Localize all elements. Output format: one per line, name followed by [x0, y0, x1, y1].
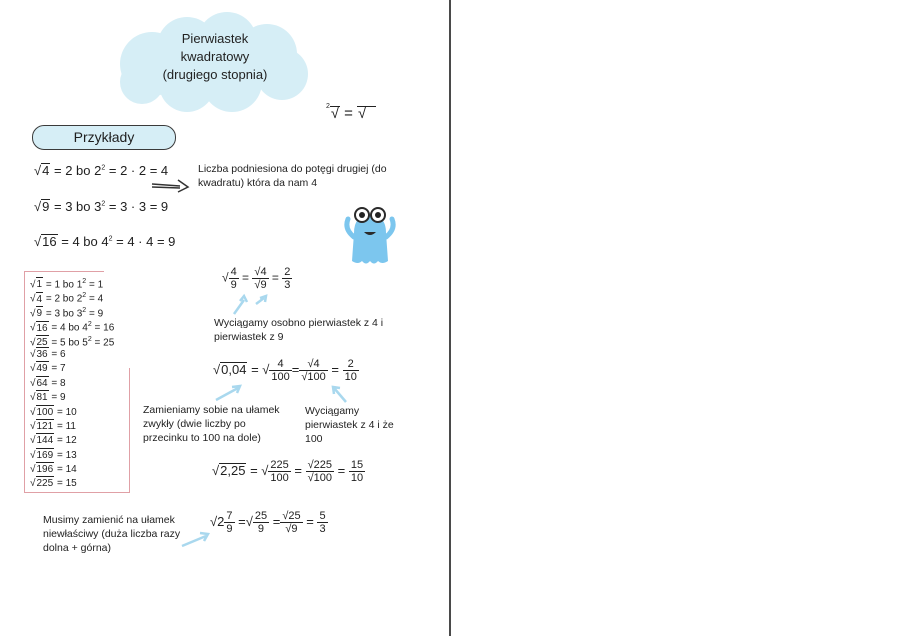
radicand: 25: [36, 336, 48, 348]
numerator: 15: [350, 459, 364, 471]
radicand: 36: [36, 348, 48, 360]
list-item: √169 = 13: [30, 449, 77, 461]
list-border-top: [24, 271, 104, 272]
fraction: $\frac{√4}{√9}$: [254, 266, 267, 291]
page-title: [112, 30, 318, 84]
fraction: $\frac{√25}{√9}$: [282, 510, 301, 535]
list-text: = 14: [56, 464, 77, 476]
exponent: 2: [101, 164, 106, 172]
decimal-root-1: √0,04 = √ $\frac{4}{100}$ = $\frac{√4}{√100}$ = $\frac{2}{10}$: [213, 358, 357, 383]
exponent: 2: [87, 321, 92, 329]
exponent: 2: [82, 278, 87, 285]
list-text: = 13: [56, 449, 77, 461]
light-arrow-icon: [214, 382, 244, 402]
denominator: 100: [270, 472, 289, 484]
denominator: 100: [307, 371, 326, 383]
fraction: $\frac{√225}{√100}$: [307, 459, 332, 484]
light-arrow-icon: [330, 384, 350, 404]
example-text: = 2 bo 2: [54, 163, 102, 178]
fraction: [253, 510, 269, 535]
list-text: = 5 bo 5: [51, 336, 88, 348]
note-mixed: Musimy zamienić na ułamek niewłaściwy (duża liczba razy dolna + górna): [43, 514, 181, 554]
list-text: = 6: [51, 348, 66, 360]
radicand: 49: [36, 363, 48, 375]
list-item: √225 = 15: [30, 478, 77, 490]
denominator: 9: [260, 279, 267, 291]
radicand: 0,04: [221, 361, 247, 377]
radicand: 196: [36, 464, 54, 476]
exponent: 2: [108, 235, 113, 243]
list-item: √1 = 1 bo $1^2 = 1$: [30, 278, 104, 291]
example-row-2: √9 = 3 bo $3^2 = 3 \cdot 3 = 9$: [34, 199, 169, 214]
radicand: 169: [36, 449, 54, 461]
fraction: [229, 266, 239, 291]
fraction: [269, 358, 291, 383]
sqrt-symbol: √: [358, 105, 375, 122]
note-decimal-left: Zamieniamy sobie na ułamek zwykły (dwie liczby po przecinku to 100 na dole): [143, 404, 280, 444]
exponent: 2: [87, 335, 92, 343]
list-text: = 9: [51, 392, 66, 404]
denominator: 10: [344, 371, 357, 383]
exponent: 2: [82, 306, 87, 314]
fraction: [349, 459, 365, 484]
list-text: = 2 bo 2: [45, 293, 83, 305]
denominator: 9: [291, 523, 298, 535]
denominator: 10: [350, 472, 364, 484]
list-tail: = 1: [86, 279, 104, 291]
numerator: 4: [230, 266, 237, 278]
radicand: 144: [36, 435, 54, 447]
denominator: 3: [284, 279, 291, 291]
numerator: 4: [260, 266, 267, 278]
fraction: [224, 510, 234, 535]
numerator: 4: [269, 358, 291, 371]
numerator: 5: [319, 510, 326, 522]
example-tail: = 4 · 4 = 9: [112, 234, 176, 249]
radicand: 16: [42, 234, 57, 249]
radicand: 16: [36, 322, 48, 334]
denominator: 9: [257, 523, 265, 535]
title-line-1: Pierwiastek: [181, 31, 249, 46]
list-text: = 8: [51, 377, 66, 389]
numerator: 4: [313, 358, 320, 370]
fraction: [317, 510, 327, 535]
radicand: 100: [36, 406, 54, 418]
root-index: 2: [326, 103, 330, 110]
radicand: 9: [36, 308, 43, 320]
denominator: 3: [319, 523, 326, 535]
list-text: = 4 bo 4: [51, 322, 88, 334]
radicand: 121: [36, 420, 54, 432]
denominator: 100: [271, 371, 290, 383]
list-text: = 1 bo 1: [45, 279, 83, 291]
list-text: = 10: [56, 406, 77, 418]
whole-part: 2: [217, 513, 225, 529]
radicand: 9: [42, 199, 50, 214]
list-text: = 3 bo 3: [45, 308, 83, 320]
list-item: √81 = 9: [30, 392, 66, 404]
title-line-3: (drugiego stopnia): [162, 67, 268, 82]
list-tail: = 4: [86, 293, 104, 305]
example-text: = 4 bo 4: [61, 234, 109, 249]
radicand: 4: [36, 293, 43, 305]
light-arrow-icon: [232, 292, 272, 316]
radicand: 225: [36, 478, 54, 490]
example-text: = 3 bo 3: [54, 199, 102, 214]
example-row-3: √16 = 4 bo $4^2 = 4 \cdot 4 = 9$: [34, 234, 176, 249]
numerator: 2: [284, 266, 291, 278]
numerator: 25: [254, 510, 268, 522]
numerator: 225: [313, 459, 332, 471]
note-fraction: Wyciągamy osobno pierwiastek z 4 i pierwiastek z 9: [214, 317, 384, 343]
sqrt-symbol: √: [330, 105, 340, 122]
list-item: √100 = 10: [30, 406, 77, 418]
radicand: 81: [36, 392, 48, 404]
exponent: 2: [101, 200, 106, 208]
equals-sign: =: [344, 105, 353, 122]
fraction-root-1: √ $\frac{4}{9}$ = $\frac{√4}{√9}$ = $\frac{2}{3}$: [222, 266, 291, 291]
denominator: 9: [230, 279, 237, 291]
dark-arrow-icon: [150, 176, 190, 194]
fraction: $\frac{√4}{√100}$: [301, 358, 326, 383]
list-text: = 7: [51, 363, 66, 375]
examples-heading: Przykłady: [32, 125, 176, 150]
note-decimal-right: Wyciągamy pierwiastek z 4 i że 100: [305, 405, 394, 445]
numerator: 7: [226, 510, 233, 522]
list-text: = 11: [56, 420, 76, 432]
radicand: 2,25: [220, 462, 246, 478]
note-power: Liczba podniesiona do potęgi drugiej (do kwadratu) która da nam 4: [198, 163, 387, 189]
list-item: √4 = 2 bo $2^2 = 4$: [30, 292, 104, 305]
mixed-number-root: √2 $\frac{7}{9}$ =√ $\frac{25}{9}$ = $\frac{√25}{√9}$ = $\frac{5}{3}$: [210, 510, 326, 535]
fraction: [343, 358, 359, 383]
list-item: √25 = 5 bo $5^2 = 25$: [30, 335, 115, 348]
list-item: √36 = 6: [30, 348, 66, 360]
list-tail: = 9: [86, 308, 104, 320]
root-equivalence: [326, 105, 376, 122]
denominator: 9: [226, 523, 233, 535]
list-item: √16 = 4 bo $4^2 = 16$: [30, 321, 115, 334]
list-border-right: [129, 368, 130, 493]
list-item: √49 = 7: [30, 363, 66, 375]
list-item: √121 = 11: [30, 420, 76, 432]
list-tail: = 16: [91, 322, 115, 334]
fraction: [268, 459, 290, 484]
decimal-root-2: √2,25 = √ $\frac{225}{100}$ = $\frac{√225}{√100}$ = $\frac{15}{10}$: [212, 459, 364, 484]
list-item: √9 = 3 bo $3^2 = 9$: [30, 306, 104, 320]
list-item: √144 = 12: [30, 435, 77, 447]
page-divider: [449, 0, 451, 636]
list-item: √64 = 8: [30, 377, 66, 389]
radicand: 64: [36, 377, 48, 389]
numerator: 225: [270, 459, 289, 471]
list-item: √196 = 14: [30, 464, 77, 476]
numerator: 2: [343, 358, 359, 371]
denominator: 100: [313, 472, 332, 484]
list-border-bottom: [24, 492, 130, 493]
example-row-1: √4 = 2 bo $2^2 = 2 \cdot 2 = 4$: [34, 163, 169, 178]
radicand: 4: [42, 163, 50, 178]
list-text: = 12: [56, 435, 77, 447]
list-tail: = 25: [91, 336, 115, 348]
radicand: 1: [36, 279, 43, 291]
fraction: [282, 266, 292, 291]
list-text: = 15: [56, 478, 77, 490]
example-tail: = 2 · 2 = 4: [105, 163, 169, 178]
list-border-left: [24, 271, 25, 493]
example-tail: = 3 · 3 = 9: [105, 199, 169, 214]
squares-list: [30, 275, 114, 491]
numerator: 25: [288, 510, 301, 522]
monster-illustration: [342, 205, 398, 269]
title-line-2: kwadratowy: [180, 49, 250, 64]
exponent: 2: [82, 292, 87, 300]
